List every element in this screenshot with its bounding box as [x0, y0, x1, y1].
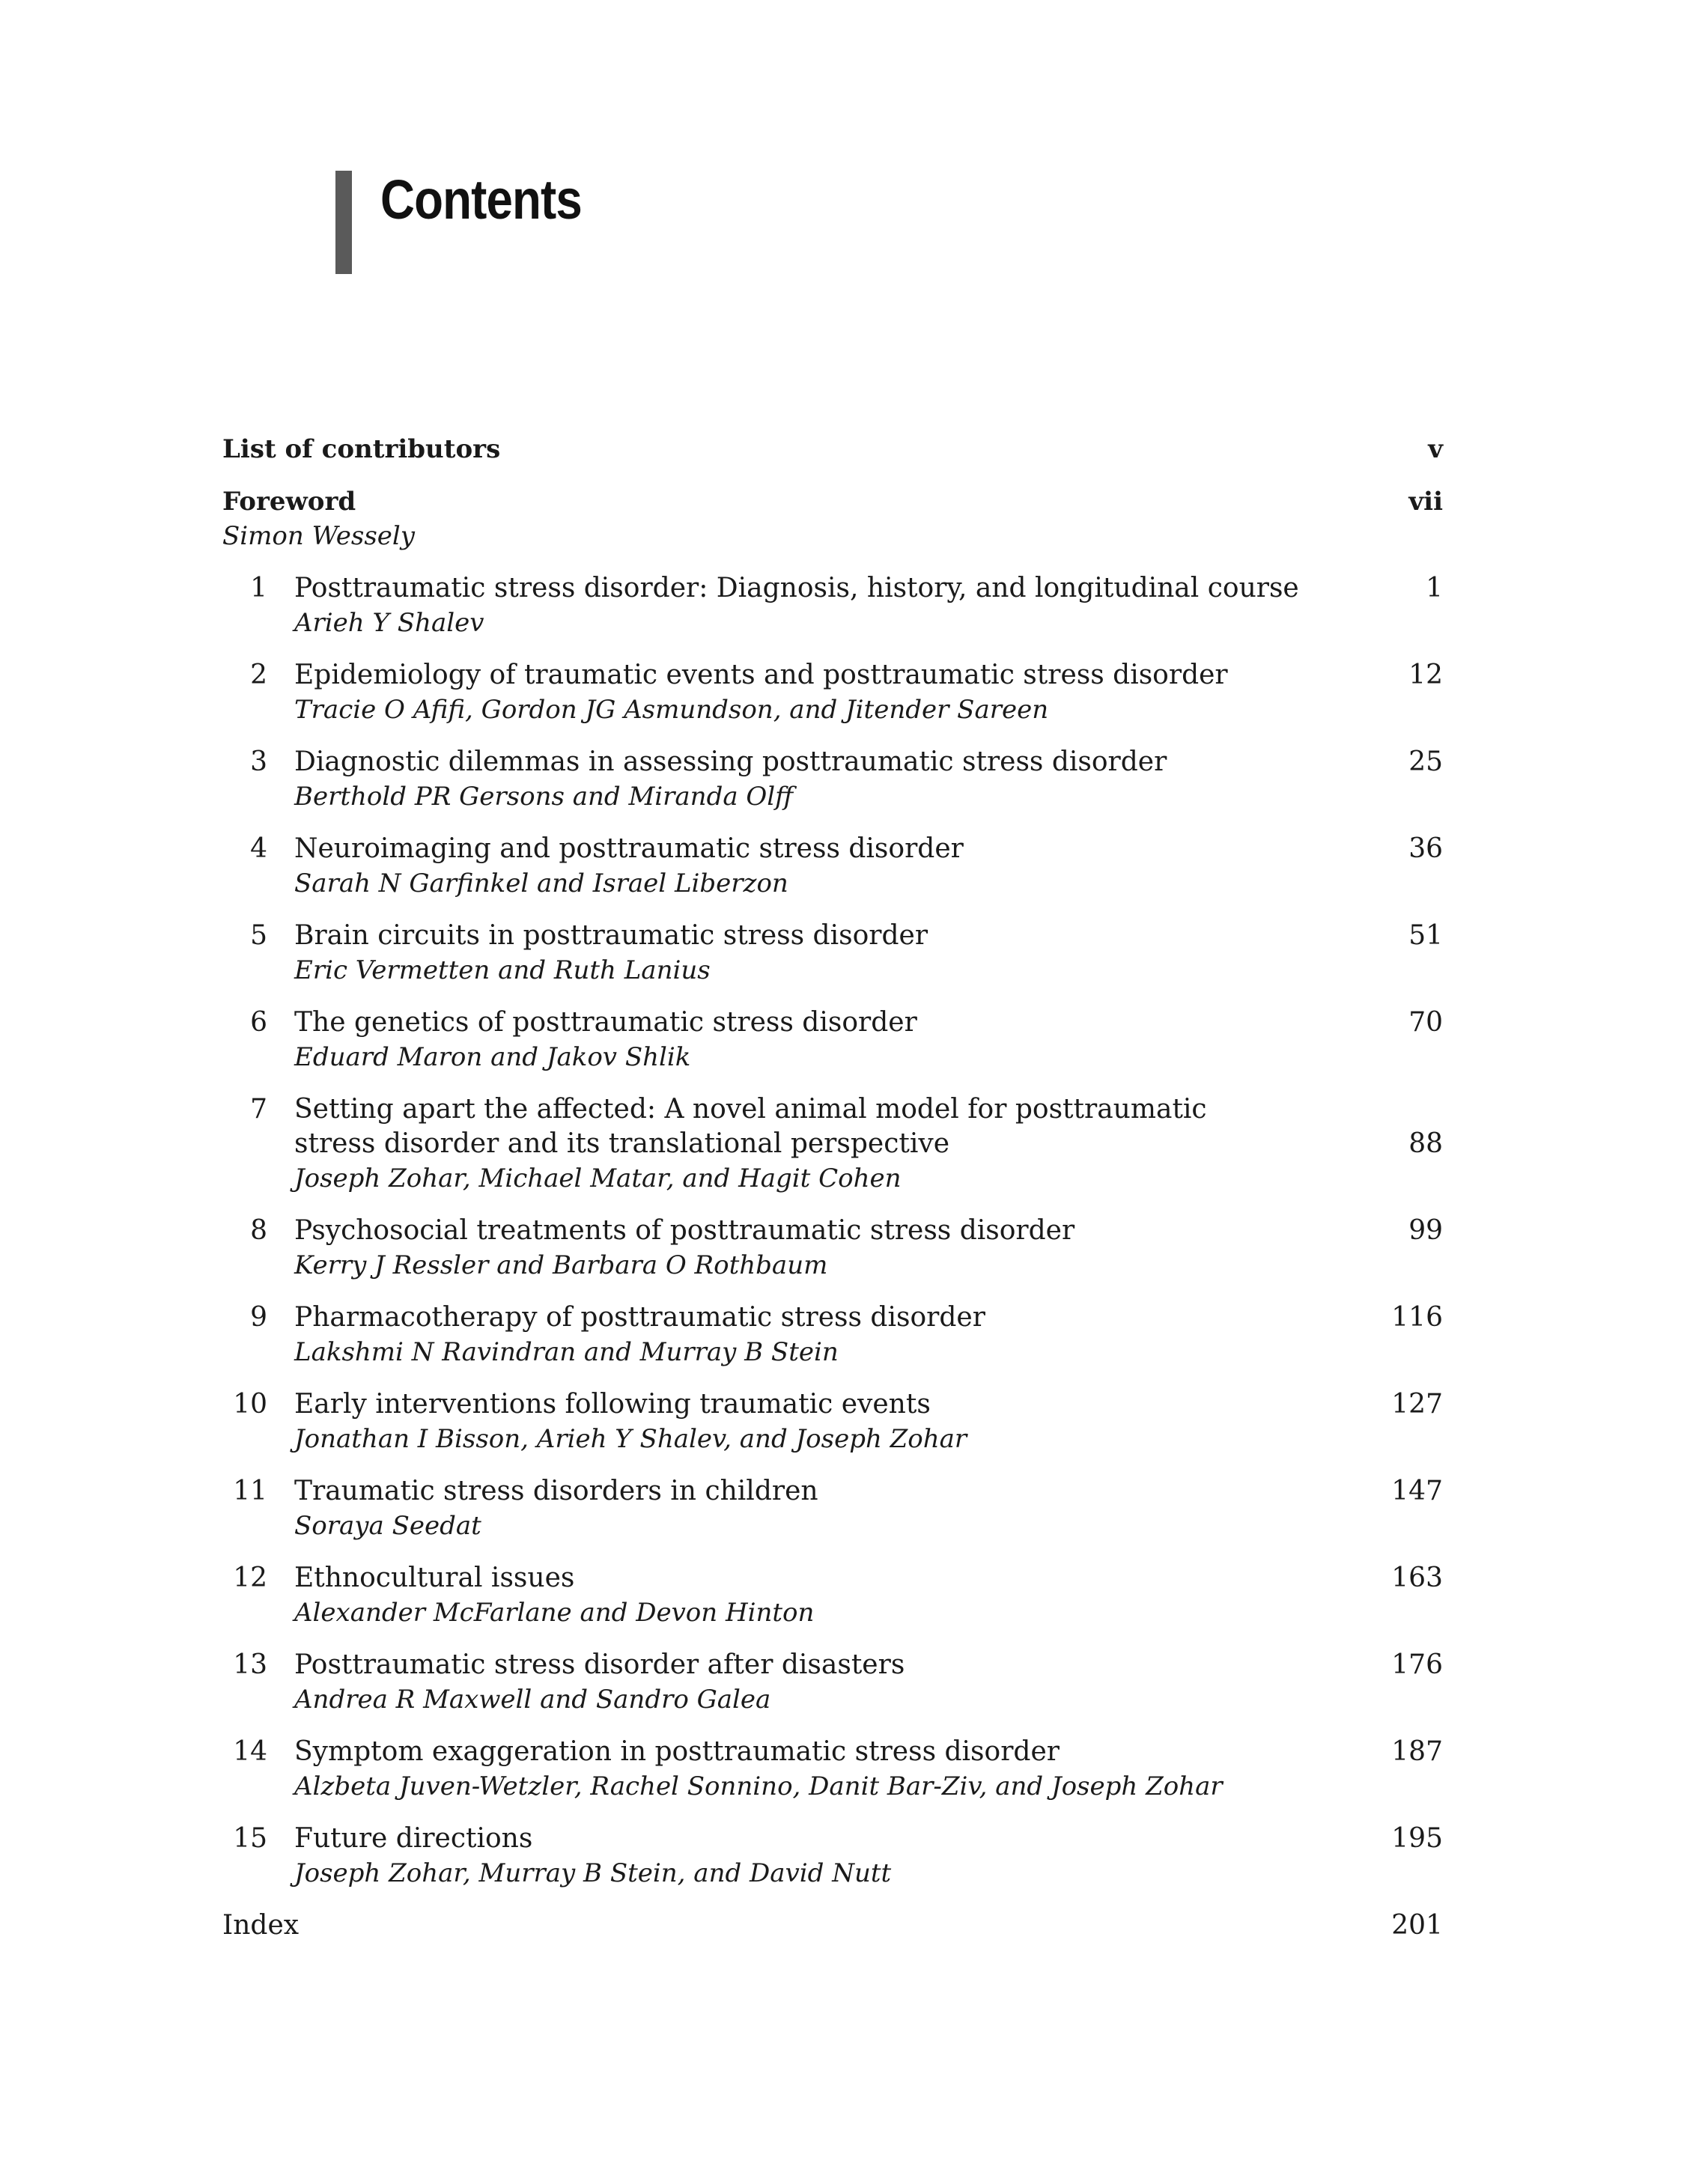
chapter-number: 4: [250, 833, 267, 864]
chapter-authors: Arieh Y Shalev: [294, 608, 484, 638]
toc-page-number: 36: [1408, 833, 1443, 864]
chapter-number: 12: [233, 1563, 267, 1593]
chapter-number: 5: [250, 920, 267, 951]
chapter-number: 14: [233, 1736, 267, 1767]
chapter-number: 15: [233, 1823, 267, 1854]
chapter-authors: Kerry J Ressler and Barbara O Rothbaum: [294, 1250, 828, 1280]
toc-chapter-item[interactable]: [222, 1387, 1443, 1456]
toc-chapter-item[interactable]: [222, 919, 1443, 988]
toc-chapter-item[interactable]: [222, 1822, 1443, 1891]
toc-page-number: 88: [1408, 1128, 1443, 1159]
chapter-title: Ethnocultural issues: [294, 1563, 575, 1593]
toc-page-number: 127: [1391, 1389, 1443, 1420]
toc-chapter-item[interactable]: [222, 1735, 1443, 1804]
chapter-authors: Eduard Maron and Jakov Shlik: [294, 1042, 691, 1072]
toc-page-number: 1: [1426, 573, 1443, 603]
toc-page-number: 70: [1408, 1007, 1443, 1038]
chapter-number: 8: [250, 1215, 267, 1246]
chapter-title: Posttraumatic stress disorder after disasters: [294, 1649, 905, 1680]
chapter-title: Future directions: [294, 1823, 533, 1854]
toc-page-number: 201: [1391, 1910, 1443, 1941]
toc-front-item-foreword[interactable]: [222, 484, 1443, 553]
chapter-title: Diagnostic dilemmas in assessing posttraumatic stress disorder: [294, 746, 1167, 777]
chapter-number: 11: [233, 1476, 267, 1506]
chapter-title: Early interventions following traumatic events: [294, 1389, 931, 1420]
toc-page-number: 195: [1391, 1823, 1443, 1854]
chapter-authors: Joseph Zohar, Murray B Stein, and David Nutt: [294, 1858, 892, 1888]
chapter-title: Pharmacotherapy of posttraumatic stress disorder: [294, 1302, 985, 1333]
table-of-contents: [222, 432, 1443, 1943]
chapter-authors: Tracie O Afifi, Gordon JG Asmundson, and Jitender Sareen: [294, 695, 1049, 725]
toc-chapter-item[interactable]: [222, 745, 1443, 814]
contents-heading: [335, 168, 615, 274]
chapter-authors: Sarah N Garfinkel and Israel Liberzon: [294, 869, 788, 898]
chapter-authors: Soraya Seedat: [294, 1511, 481, 1541]
chapter-number: 2: [250, 660, 267, 690]
chapter-authors: Andrea R Maxwell and Sandro Galea: [294, 1685, 771, 1715]
toc-page-number: 176: [1391, 1649, 1443, 1680]
toc-chapter-item[interactable]: [222, 1561, 1443, 1630]
toc-title: Foreword: [222, 487, 356, 517]
toc-page-number: 116: [1391, 1302, 1443, 1333]
toc-chapter-item[interactable]: [222, 1301, 1443, 1369]
toc-chapter-item[interactable]: [222, 1006, 1443, 1074]
chapter-authors: Joseph Zohar, Michael Matar, and Hagit Cohen: [294, 1164, 902, 1193]
toc-chapter-item[interactable]: [222, 571, 1443, 640]
toc-page-number: 12: [1408, 660, 1443, 690]
toc-index-item[interactable]: [222, 1908, 1443, 1943]
chapter-number: 6: [250, 1007, 267, 1038]
chapter-authors: Berthold PR Gersons and Miranda Olff: [294, 782, 794, 812]
toc-page-number: vii: [1408, 487, 1443, 517]
chapter-authors: Lakshmi N Ravindran and Murray B Stein: [294, 1337, 839, 1367]
toc-page-number: 187: [1391, 1736, 1443, 1767]
chapter-title: Symptom exaggeration in posttraumatic stress disorder: [294, 1736, 1060, 1767]
toc-page-number: 163: [1391, 1563, 1443, 1593]
chapter-title: Brain circuits in posttraumatic stress disorder: [294, 920, 928, 951]
chapter-number: 13: [233, 1649, 267, 1680]
toc-front-item-contributors[interactable]: [222, 432, 1443, 466]
toc-title: List of contributors: [222, 434, 501, 464]
toc-chapter-item[interactable]: [222, 658, 1443, 727]
toc-chapter-item[interactable]: [222, 1214, 1443, 1283]
toc-page-number: 51: [1408, 920, 1443, 951]
chapter-number: 3: [250, 746, 267, 777]
chapter-number: 10: [233, 1389, 267, 1420]
toc-page-number: 99: [1408, 1215, 1443, 1246]
chapter-number: 1: [250, 573, 267, 603]
chapter-authors: Jonathan I Bisson, Arieh Y Shalev, and Joseph Zohar: [294, 1424, 967, 1454]
chapter-authors: Eric Vermetten and Ruth Lanius: [294, 955, 711, 985]
chapter-title: Psychosocial treatments of posttraumatic stress disorder: [294, 1215, 1075, 1246]
toc-page-number: 147: [1391, 1476, 1443, 1506]
toc-author: Simon Wessely: [222, 521, 415, 551]
chapter-title: The genetics of posttraumatic stress disorder: [294, 1007, 917, 1038]
chapter-title: Neuroimaging and posttraumatic stress disorder: [294, 833, 964, 864]
toc-page-number: v: [1428, 434, 1443, 464]
chapter-authors: Alexander McFarlane and Devon Hinton: [294, 1598, 815, 1628]
heading-accent-bar: [335, 171, 352, 274]
toc-page-number: 25: [1408, 746, 1443, 777]
chapter-title: stress disorder and its translational perspective: [294, 1128, 950, 1159]
toc-chapter-item[interactable]: [222, 832, 1443, 901]
chapter-title: Posttraumatic stress disorder: Diagnosis, history, and longitudinal course: [294, 573, 1299, 603]
chapter-authors: Alzbeta Juven-Wetzler, Rachel Sonnino, Danit Bar-Ziv, and Joseph Zohar: [294, 1771, 1223, 1801]
toc-chapter-item[interactable]: [222, 1474, 1443, 1543]
chapter-list: [222, 571, 1443, 1891]
toc-chapter-item[interactable]: [222, 1648, 1443, 1717]
page-title: Contents: [380, 168, 582, 231]
chapter-title: Setting apart the affected: A novel animal model for posttraumatic: [294, 1094, 1207, 1125]
chapter-title: Traumatic stress disorders in children: [294, 1476, 818, 1506]
chapter-number: 9: [250, 1302, 267, 1333]
chapter-number: 7: [250, 1094, 267, 1125]
toc-title: Index: [222, 1910, 300, 1941]
chapter-title: Epidemiology of traumatic events and posttraumatic stress disorder: [294, 660, 1228, 690]
toc-chapter-item[interactable]: [222, 1092, 1443, 1196]
